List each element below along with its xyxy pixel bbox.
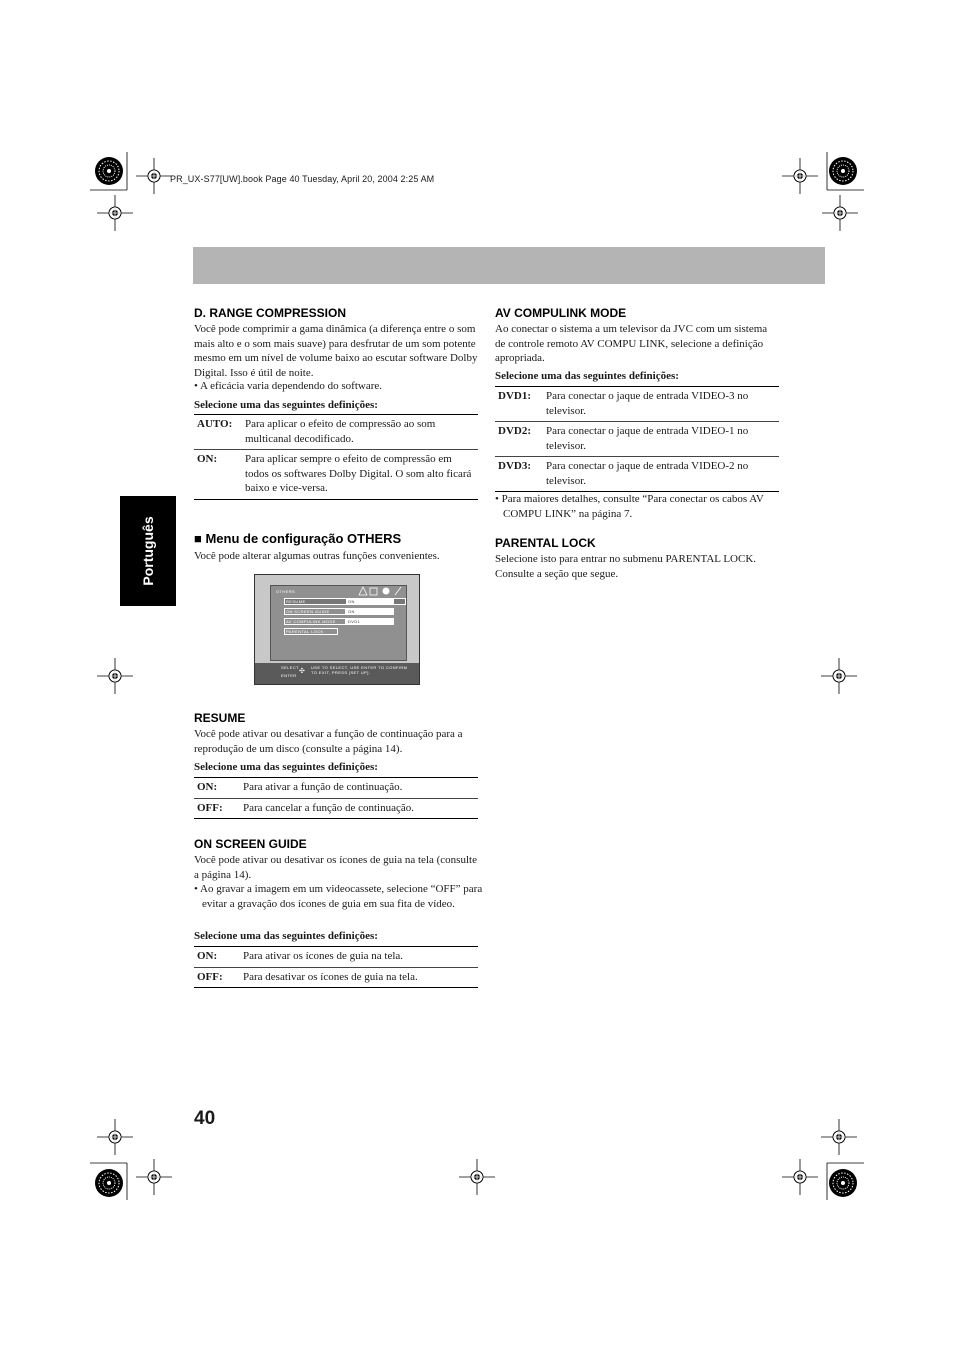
option-text: Para ativar os ícones de guia na tela. [240, 947, 478, 968]
option-text: Para aplicar o efeito de compressão ao som multicanal decodificado. [242, 415, 478, 450]
resume-title: RESUME [194, 711, 246, 725]
table-row [194, 415, 478, 450]
screen-footer-line2: TO EXIT, PRESS [SET UP]. [311, 670, 371, 675]
page-number: 40 [194, 1108, 216, 1129]
osg-select-label: Selecione uma das seguintes definições: [194, 930, 378, 942]
option-text: Para aplicar sempre o efeito de compressão em todos os softwares Dolby Digital. O som alto ficará baixo e vice-versa. [242, 450, 478, 500]
screen-row-label: RESUME [286, 598, 306, 604]
avc-title: AV COMPULINK MODE [495, 306, 627, 320]
others-body: Você pode alterar algumas outras funções convenientes. [194, 550, 440, 562]
option-key: OFF: [194, 798, 240, 819]
screen-menu-icons [357, 586, 405, 596]
osg-title: ON SCREEN GUIDE [194, 837, 307, 851]
option-text: Para conectar o jaque de entrada VIDEO-2 no televisor. [543, 457, 779, 492]
screen-menu-panel [270, 585, 407, 661]
table-row [495, 457, 779, 492]
option-key: ON: [194, 947, 240, 968]
resume-options-table [194, 777, 478, 819]
parental-title: PARENTAL LOCK [495, 536, 596, 550]
cursor-arrows-icon: ✣ [299, 668, 306, 675]
option-text: Para conectar o jaque de entrada VIDEO-1 no televisor. [543, 422, 779, 457]
table-row [495, 422, 779, 457]
parental-body: Selecione isto para entrar no submenu PARENTAL LOCK. Consulte a seção que segue. [495, 553, 757, 580]
screen-footer-bar [255, 663, 419, 684]
screen-row-value: ON [348, 608, 355, 614]
print-header: PR_UX-S77[UW].book Page 40 Tuesday, April 20, 2004 2:25 AM [170, 174, 435, 184]
resume-body: Você pode ativar ou desativar a função de continuação para a reprodução de um disco (consulte a página 14). [194, 728, 463, 755]
language-tab [120, 496, 176, 606]
option-key: OFF: [194, 967, 240, 988]
screen-footer-enter: ENTER [281, 673, 297, 678]
option-key: DVD3: [495, 457, 543, 492]
table-row [194, 967, 478, 988]
option-key: ON: [194, 450, 242, 500]
option-key: ON: [194, 778, 240, 799]
drc-body: Você pode comprimir a gama dinâmica (a diferença entre o som mais alto e o som mais suave) para desfrutar de um som potente mesmo em um nível de volume baixo ao escutar software Dolby Digital. Isso é útil de noite. [194, 323, 478, 379]
option-text: Para desativar os ícones de guia na tela. [240, 967, 478, 988]
option-key: DVD2: [495, 422, 543, 457]
screen-row-value: ON [348, 598, 355, 604]
others-menu-screen [254, 574, 420, 685]
osg-bullet: • Ao gravar a imagem em um videocassete, selecione “OFF” para evitar a gravação dos ícones de guia em sua fita de vídeo. [194, 883, 483, 910]
language-tab-label: Português [140, 516, 156, 586]
section-band [193, 247, 825, 284]
screen-row-label: ON SCREEN GUIDE [286, 608, 330, 614]
option-text: Para conectar o jaque de entrada VIDEO-3 no televisor. [543, 387, 779, 422]
table-row [194, 778, 478, 799]
avc-bullet: • Para maiores detalhes, consulte “Para conectar os cabos AV COMPU LINK” na página 7. [495, 493, 764, 520]
osg-options-table [194, 946, 478, 988]
screen-footer-select: SELECT [281, 665, 299, 670]
drc-title: D. RANGE COMPRESSION [194, 306, 347, 320]
table-row [194, 450, 478, 500]
drc-options-table [194, 414, 478, 500]
table-row [495, 387, 779, 422]
option-text: Para ativar a função de continuação. [240, 778, 478, 799]
screen-row-label: PARENTAL LOCK [286, 628, 324, 634]
avc-body: Ao conectar o sistema a um televisor da JVC com um sistema de controle remoto AV COMPU LINK, selecione a definição apropriada. [495, 323, 768, 364]
others-title: ■ Menu de configuração OTHERS [194, 531, 402, 546]
table-row [194, 947, 478, 968]
drc-bullet: • A eficácia varia dependendo do software. [194, 380, 383, 392]
option-key: AUTO: [194, 415, 242, 450]
option-key: DVD1: [495, 387, 543, 422]
screen-row-label: AV COMPULINK MODE [286, 618, 336, 624]
option-text: Para cancelar a função de continuação. [240, 798, 478, 819]
screen-footer-line1: USE TO SELECT, USE ENTER TO CONFIRM [311, 665, 408, 670]
screen-row-value: DVD1 [348, 618, 361, 624]
resume-select-label: Selecione uma das seguintes definições: [194, 761, 378, 773]
avc-select-label: Selecione uma das seguintes definições: [495, 370, 679, 382]
screen-header: OTHERS [276, 589, 296, 594]
avc-options-table [495, 386, 779, 492]
drc-select-label: Selecione uma das seguintes definições: [194, 399, 378, 411]
osg-body: Você pode ativar ou desativar os ícones de guia na tela (consulte a página 14). [194, 854, 477, 881]
table-row [194, 798, 478, 819]
